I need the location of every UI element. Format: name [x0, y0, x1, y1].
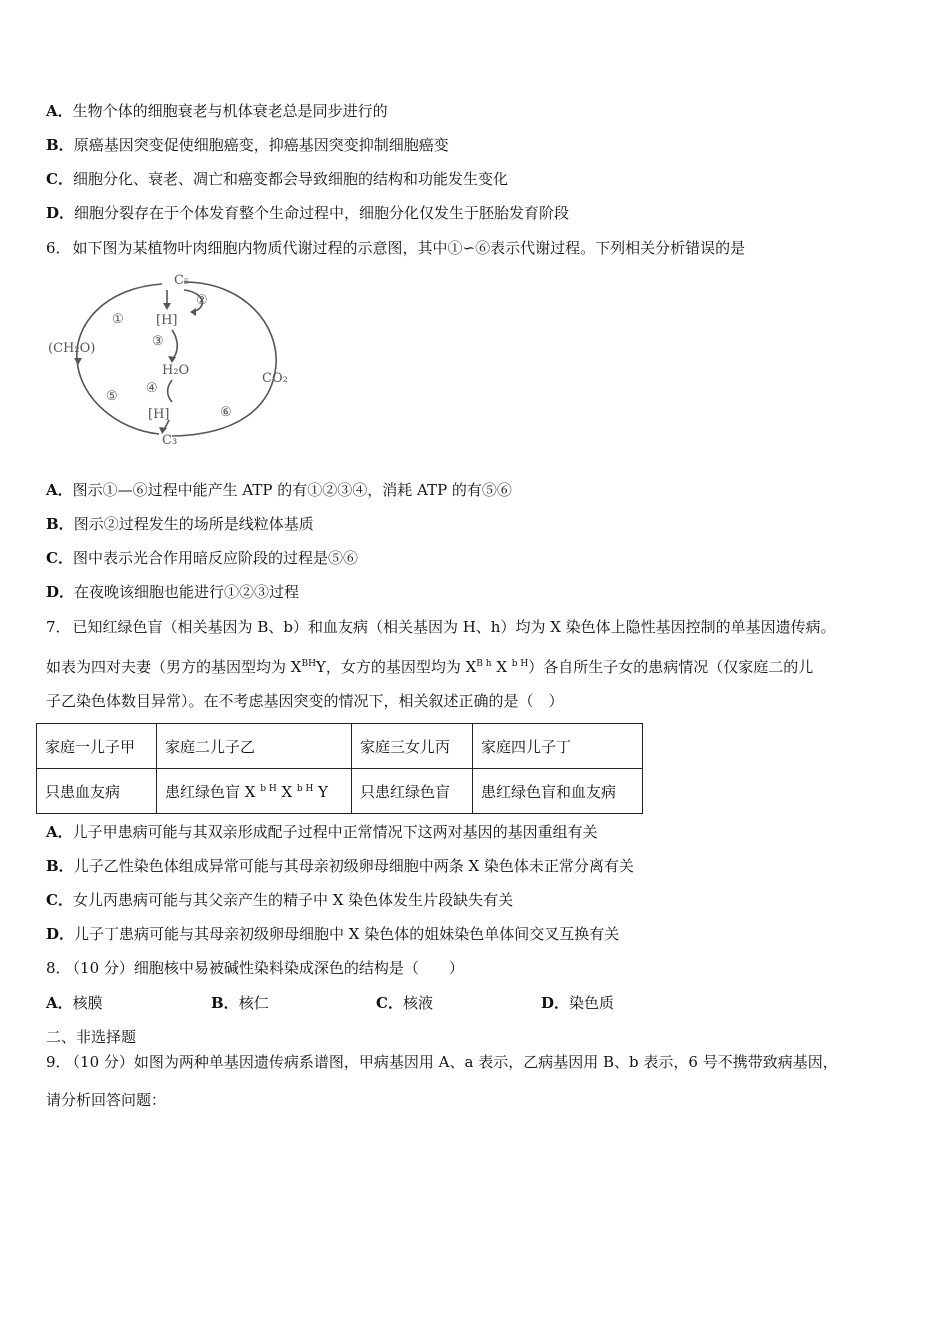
q6-option-c: C．图中表示光合作用暗反应阶段的过程是⑤⑥	[46, 549, 358, 567]
table-cell-3: 只患红绿色盲	[352, 769, 473, 814]
q8-choice-a: A．核膜	[46, 994, 103, 1012]
q8-choice-c: C．核液	[376, 994, 433, 1012]
q9-stem-line1: 9． （10 分）如图为两种单基因遗传病系谱图，甲病基因用 A、a 表示，乙病基因用 B、b 表示，6 号不携带致病基因，	[46, 1053, 838, 1071]
label-n2: ②	[196, 293, 208, 308]
q7-stem-line2: 如表为四对夫妻（男方的基因型均为 $X^{BH}Y$，女方的基因型均为 $X^{B h}$ X $^{b H}$）各自所生子女的患病情况（仅家庭二的儿	[46, 658, 814, 676]
q8-stem: 8． （10 分）细胞核中易被碱性染料染成深色的结构是（ ）	[46, 959, 464, 977]
arrow-head-1	[163, 303, 171, 310]
q8-choice-b: B．核仁	[211, 994, 269, 1012]
q5-option-b: B．原癌基因突变促使细胞癌变，抑癌基因突变抑制细胞癌变	[46, 136, 449, 154]
q8-choices	[46, 993, 614, 1013]
arrow-head-5	[74, 358, 82, 365]
family-table	[36, 723, 643, 814]
label-n3: ③	[152, 334, 164, 349]
q6-option-d: D．在夜晚该细胞也能进行①②③过程	[46, 583, 300, 601]
table-header-1: 家庭一儿子甲	[37, 724, 157, 769]
table-row	[37, 724, 643, 769]
table-header-2: 家庭二儿子乙	[157, 724, 352, 769]
label-h2o: H₂O	[162, 363, 190, 378]
q8-choice-d: D．染色质	[541, 994, 615, 1012]
q5-option-c: C．细胞分化、衰老、凋亡和癌变都会导致细胞的结构和功能发生变化	[46, 170, 508, 188]
label-c3: C₃	[162, 433, 178, 448]
table-header-3: 家庭三女儿丙	[352, 724, 473, 769]
label-n4: ④	[146, 381, 158, 396]
flow-h2o-to-h	[168, 380, 173, 402]
q7-option-a: A．儿子甲患病可能与其双亲形成配子过程中正常情况下这两对基因的基因重组有关	[46, 823, 598, 841]
q5-option-a: A．生物个体的细胞衰老与机体衰老总是同步进行的	[46, 102, 388, 120]
label-n6: ⑥	[220, 405, 232, 420]
label-n5: ⑤	[106, 389, 118, 404]
label-h-top: [H]	[156, 313, 178, 328]
arrow-head-2	[168, 356, 176, 363]
q7-option-b: B．儿子乙性染色体组成异常可能与其母亲初级卵母细胞中两条 X 染色体未正常分离有关	[46, 857, 634, 875]
q7-option-c: C．女儿丙患病可能与其父亲产生的精子中 X 染色体发生片段缺失有关	[46, 891, 514, 909]
label-c5: C₅	[174, 273, 190, 288]
table-cell-4: 患红绿色盲和血友病	[473, 769, 643, 814]
q7-stem-line3: 子乙染色体数目异常）。在不考虑基因突变的情况下，相关叙述正确的是（ ）	[46, 692, 564, 710]
q9-stem-line2: 请分析回答问题：	[46, 1091, 167, 1109]
q5-option-d: D．细胞分裂存在于个体发育整个生命过程中，细胞分化仅发生于胚胎发育阶段	[46, 204, 570, 222]
label-h-bottom: [H]	[148, 407, 170, 422]
q7-option-d: D．儿子丁患病可能与其母亲初级卵母细胞中 X 染色体的姐妹染色单体间交叉互换有关	[46, 925, 620, 943]
q6-option-b: B．图示②过程发生的场所是线粒体基质	[46, 515, 314, 533]
label-co2: CO₂	[262, 371, 288, 386]
table-row	[37, 769, 643, 814]
q7-stem-line1: 7． 已知红绿色盲（相关基因为 B、b）和血友病（相关基因为 H、h）均为 X 染色体上隐性基因控制的单基因遗传病。	[46, 618, 836, 636]
label-n1: ①	[112, 312, 124, 327]
metabolism-diagram	[44, 270, 304, 455]
table-cell-1: 只患血友病	[37, 769, 157, 814]
section-heading: 二、非选择题	[46, 1028, 137, 1046]
label-ch2o: (CH₂O)	[48, 341, 96, 356]
arrow-head-4	[190, 308, 196, 316]
q6-option-a: A．图示①—⑥过程中能产生 ATP 的有①②③④，消耗 ATP 的有⑤⑥	[46, 481, 512, 499]
table-header-4: 家庭四儿子丁	[473, 724, 643, 769]
table-cell-2: 患红绿色盲 X $^{b H}$ X $^{b H}$ Y	[157, 769, 352, 814]
q6-stem: 6． 如下图为某植物叶肉细胞内物质代谢过程的示意图，其中①∽⑥表示代谢过程。下列相关分析错误的是	[46, 239, 746, 257]
flow-h-to-h2o	[172, 330, 177, 360]
